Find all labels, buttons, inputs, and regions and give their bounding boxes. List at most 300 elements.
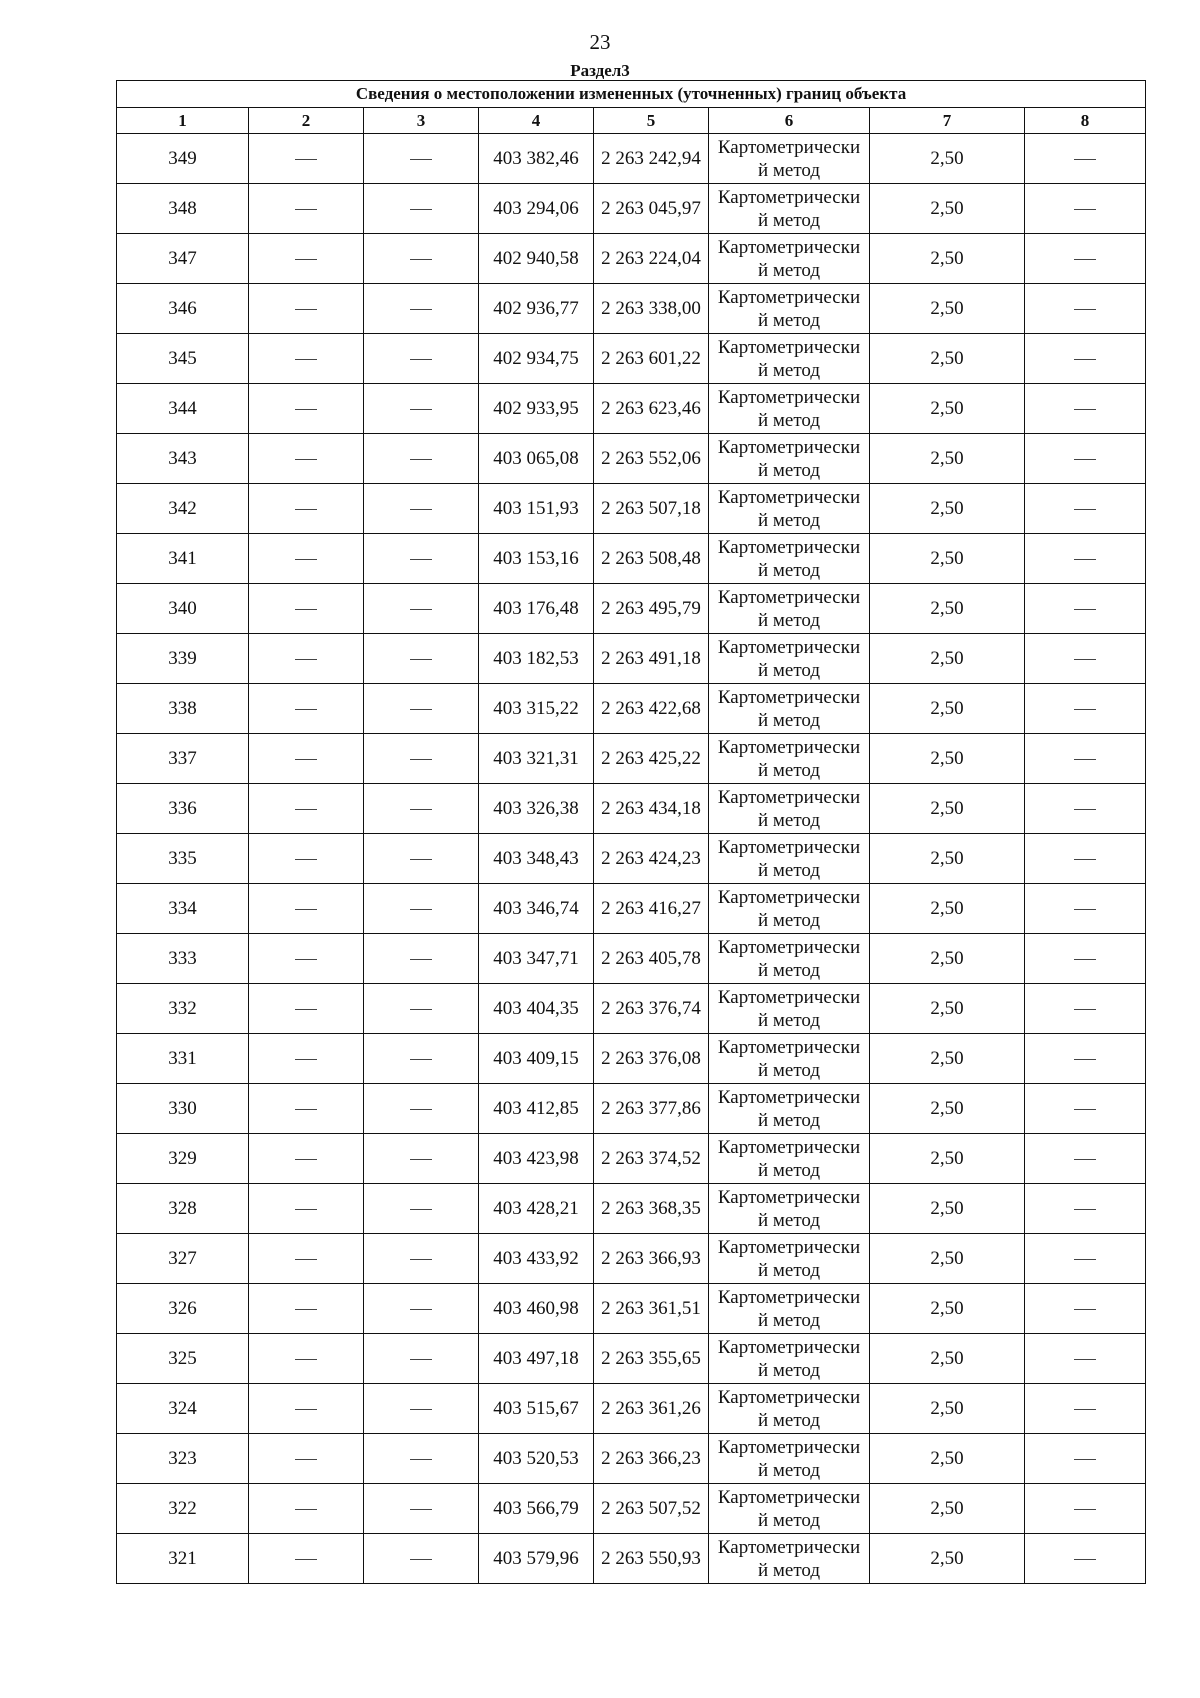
table-row [117, 1484, 1146, 1534]
x-coordinate-cell: 403 346,74 [479, 884, 594, 934]
dash-mark [1074, 759, 1096, 760]
x-coordinate-cell: 403 579,96 [479, 1534, 594, 1584]
column-8-cell [1025, 984, 1146, 1034]
dash-mark [295, 859, 317, 860]
column-2-cell [249, 134, 364, 184]
column-3-cell [364, 1434, 479, 1484]
method-text-line: й метод [757, 509, 821, 531]
method-text-line: Картометрически [717, 186, 861, 208]
dash-mark [1074, 609, 1096, 610]
method-text-line: Картометрически [717, 386, 861, 408]
method-cell [709, 784, 870, 834]
table-row [117, 1284, 1146, 1334]
x-coordinate-cell: 403 321,31 [479, 734, 594, 784]
column-3-cell [364, 384, 479, 434]
dash-mark [410, 709, 432, 710]
y-coordinate-cell: 2 263 366,23 [594, 1434, 709, 1484]
dash-mark [410, 1559, 432, 1560]
column-8-cell [1025, 684, 1146, 734]
method-text-line: й метод [757, 909, 821, 931]
accuracy-cell: 2,50 [870, 834, 1025, 884]
method-text-line: Картометрически [717, 1236, 861, 1258]
x-coordinate-cell: 403 409,15 [479, 1034, 594, 1084]
column-2-cell [249, 284, 364, 334]
accuracy-cell: 2,50 [870, 484, 1025, 534]
table-row [117, 184, 1146, 234]
dash-mark [410, 509, 432, 510]
dash-mark [295, 709, 317, 710]
point-number-cell: 334 [117, 884, 249, 934]
point-number-cell: 336 [117, 784, 249, 834]
dash-mark [1074, 909, 1096, 910]
table-row [117, 934, 1146, 984]
method-cell [709, 1434, 870, 1484]
column-8-cell [1025, 1534, 1146, 1584]
dash-mark [1074, 1559, 1096, 1560]
dash-mark [410, 559, 432, 560]
method-text-line: й метод [757, 959, 821, 981]
x-coordinate-cell: 403 151,93 [479, 484, 594, 534]
y-coordinate-cell: 2 263 377,86 [594, 1084, 709, 1134]
accuracy-cell: 2,50 [870, 1334, 1025, 1384]
section-title: Раздел3 [570, 61, 630, 80]
point-number-cell: 338 [117, 684, 249, 734]
dash-mark [295, 559, 317, 560]
method-cell [709, 1284, 870, 1334]
column-2-cell [249, 484, 364, 534]
method-text-line: Картометрически [717, 1336, 861, 1358]
column-3-cell [364, 834, 479, 884]
column-8-cell [1025, 534, 1146, 584]
column-8-cell [1025, 1284, 1146, 1334]
method-text-line: й метод [757, 1409, 821, 1431]
dash-mark [295, 809, 317, 810]
x-coordinate-cell: 403 520,53 [479, 1434, 594, 1484]
column-3-cell [364, 784, 479, 834]
method-cell [709, 534, 870, 584]
method-text-line: й метод [757, 859, 821, 881]
column-8-cell [1025, 584, 1146, 634]
y-coordinate-cell: 2 263 361,51 [594, 1284, 709, 1334]
method-cell [709, 434, 870, 484]
table-row [117, 1234, 1146, 1284]
x-coordinate-cell: 403 497,18 [479, 1334, 594, 1384]
method-text-line: й метод [757, 409, 821, 431]
point-number-cell: 340 [117, 584, 249, 634]
dash-mark [1074, 1009, 1096, 1010]
point-number-cell: 325 [117, 1334, 249, 1384]
method-text-line: й метод [757, 309, 821, 331]
method-text-line: й метод [757, 609, 821, 631]
method-text-line: Картометрически [717, 1036, 861, 1058]
table-row [117, 734, 1146, 784]
y-coordinate-cell: 2 263 242,94 [594, 134, 709, 184]
method-text-line: й метод [757, 1109, 821, 1131]
method-text-line: Картометрически [717, 836, 861, 858]
method-text-line: Картометрически [717, 136, 861, 158]
x-coordinate-cell: 403 412,85 [479, 1084, 594, 1134]
table-row [117, 834, 1146, 884]
column-3-cell [364, 484, 479, 534]
method-text-line: й метод [757, 209, 821, 231]
accuracy-cell: 2,50 [870, 1284, 1025, 1334]
y-coordinate-cell: 2 263 405,78 [594, 934, 709, 984]
dash-mark [1074, 209, 1096, 210]
dash-mark [410, 1159, 432, 1160]
column-2-cell [249, 984, 364, 1034]
column-3-cell [364, 334, 479, 384]
column-3-cell [364, 634, 479, 684]
point-number-cell: 322 [117, 1484, 249, 1534]
dash-mark [1074, 259, 1096, 260]
accuracy-cell: 2,50 [870, 784, 1025, 834]
table-row [117, 1184, 1146, 1234]
method-text-line: й метод [757, 559, 821, 581]
method-text-line: Картометрически [717, 986, 861, 1008]
dash-mark [295, 209, 317, 210]
method-text-line: Картометрически [717, 336, 861, 358]
column-8-cell [1025, 734, 1146, 784]
point-number-cell: 324 [117, 1384, 249, 1434]
accuracy-cell: 2,50 [870, 134, 1025, 184]
dash-mark [410, 259, 432, 260]
accuracy-cell: 2,50 [870, 1534, 1025, 1584]
table-title: Сведения о местоположении измененных (уточненных) границ объекта [117, 81, 1146, 108]
method-cell [709, 1034, 870, 1084]
method-text-line: й метод [757, 459, 821, 481]
method-cell [709, 384, 870, 434]
method-text-line: й метод [757, 709, 821, 731]
column-2-cell [249, 784, 364, 834]
method-text-line: Картометрически [717, 1536, 861, 1558]
point-number-cell: 346 [117, 284, 249, 334]
point-number-cell: 349 [117, 134, 249, 184]
method-cell [709, 584, 870, 634]
column-8-cell [1025, 1234, 1146, 1284]
column-2-cell [249, 834, 364, 884]
method-cell [709, 1184, 870, 1234]
column-number-row [117, 108, 1146, 134]
method-cell [709, 684, 870, 734]
method-text-line: й метод [757, 659, 821, 681]
accuracy-cell: 2,50 [870, 1184, 1025, 1234]
dash-mark [1074, 659, 1096, 660]
dash-mark [295, 609, 317, 610]
method-cell [709, 1234, 870, 1284]
point-number-cell: 328 [117, 1184, 249, 1234]
method-text-line: й метод [757, 1259, 821, 1281]
x-coordinate-cell: 402 933,95 [479, 384, 594, 434]
dash-mark [295, 159, 317, 160]
dash-mark [295, 759, 317, 760]
accuracy-cell: 2,50 [870, 1134, 1025, 1184]
column-number-2: 2 [249, 108, 364, 134]
column-2-cell [249, 334, 364, 384]
point-number-cell: 323 [117, 1434, 249, 1484]
y-coordinate-cell: 2 263 416,27 [594, 884, 709, 934]
method-cell [709, 1534, 870, 1584]
column-2-cell [249, 184, 364, 234]
method-text-line: й метод [757, 809, 821, 831]
table-row [117, 1034, 1146, 1084]
column-8-cell [1025, 634, 1146, 684]
accuracy-cell: 2,50 [870, 1234, 1025, 1284]
accuracy-cell: 2,50 [870, 434, 1025, 484]
accuracy-cell: 2,50 [870, 1384, 1025, 1434]
method-text-line: й метод [757, 1009, 821, 1031]
column-3-cell [364, 1284, 479, 1334]
dash-mark [295, 1259, 317, 1260]
table-row [117, 584, 1146, 634]
dash-mark [410, 859, 432, 860]
table-row [117, 1434, 1146, 1484]
column-3-cell [364, 1034, 479, 1084]
method-text-line: Картометрически [717, 1386, 861, 1408]
method-text-line: Картометрически [717, 536, 861, 558]
column-3-cell [364, 1384, 479, 1434]
y-coordinate-cell: 2 263 623,46 [594, 384, 709, 434]
column-2-cell [249, 1434, 364, 1484]
dash-mark [1074, 859, 1096, 860]
column-3-cell [364, 434, 479, 484]
column-number-1: 1 [117, 108, 249, 134]
dash-mark [295, 1309, 317, 1310]
x-coordinate-cell: 403 433,92 [479, 1234, 594, 1284]
method-text-line: Картометрически [717, 1436, 861, 1458]
table-row [117, 384, 1146, 434]
point-number-cell: 348 [117, 184, 249, 234]
accuracy-cell: 2,50 [870, 234, 1025, 284]
method-text-line: Картометрически [717, 436, 861, 458]
table-row [117, 684, 1146, 734]
point-number-cell: 329 [117, 1134, 249, 1184]
dash-mark [1074, 1359, 1096, 1360]
dash-mark [410, 959, 432, 960]
dash-mark [1074, 559, 1096, 560]
column-2-cell [249, 884, 364, 934]
accuracy-cell: 2,50 [870, 734, 1025, 784]
y-coordinate-cell: 2 263 425,22 [594, 734, 709, 784]
column-2-cell [249, 1334, 364, 1384]
y-coordinate-cell: 2 263 552,06 [594, 434, 709, 484]
dash-mark [410, 609, 432, 610]
dash-mark [1074, 1409, 1096, 1410]
method-text-line: Картометрически [717, 1486, 861, 1508]
x-coordinate-cell: 403 182,53 [479, 634, 594, 684]
method-cell [709, 234, 870, 284]
column-2-cell [249, 934, 364, 984]
column-2-cell [249, 684, 364, 734]
x-coordinate-cell: 402 934,75 [479, 334, 594, 384]
dash-mark [410, 1409, 432, 1410]
column-number-7: 7 [870, 108, 1025, 134]
method-cell [709, 1484, 870, 1534]
column-number-6: 6 [709, 108, 870, 134]
dash-mark [295, 309, 317, 310]
y-coordinate-cell: 2 263 376,74 [594, 984, 709, 1034]
column-3-cell [364, 1084, 479, 1134]
accuracy-cell: 2,50 [870, 934, 1025, 984]
x-coordinate-cell: 403 153,16 [479, 534, 594, 584]
method-text-line: Картометрически [717, 1086, 861, 1108]
accuracy-cell: 2,50 [870, 884, 1025, 934]
y-coordinate-cell: 2 263 374,52 [594, 1134, 709, 1184]
column-8-cell [1025, 434, 1146, 484]
column-2-cell [249, 1284, 364, 1334]
x-coordinate-cell: 402 936,77 [479, 284, 594, 334]
dash-mark [295, 909, 317, 910]
point-number-cell: 341 [117, 534, 249, 584]
method-text-line: Картометрически [717, 236, 861, 258]
dash-mark [295, 1009, 317, 1010]
accuracy-cell: 2,50 [870, 334, 1025, 384]
column-8-cell [1025, 934, 1146, 984]
dash-mark [410, 409, 432, 410]
table-row [117, 484, 1146, 534]
dash-mark [295, 1209, 317, 1210]
dash-mark [295, 1359, 317, 1360]
column-3-cell [364, 734, 479, 784]
accuracy-cell: 2,50 [870, 284, 1025, 334]
point-number-cell: 331 [117, 1034, 249, 1084]
dash-mark [410, 1359, 432, 1360]
column-8-cell [1025, 884, 1146, 934]
table-body [117, 134, 1146, 1584]
point-number-cell: 337 [117, 734, 249, 784]
method-cell [709, 1084, 870, 1134]
table-row [117, 1134, 1146, 1184]
y-coordinate-cell: 2 263 368,35 [594, 1184, 709, 1234]
dash-mark [1074, 159, 1096, 160]
dash-mark [410, 1309, 432, 1310]
column-8-cell [1025, 184, 1146, 234]
column-8-cell [1025, 1084, 1146, 1134]
dash-mark [410, 909, 432, 910]
dash-mark [1074, 1259, 1096, 1260]
column-2-cell [249, 1184, 364, 1234]
x-coordinate-cell: 403 176,48 [479, 584, 594, 634]
x-coordinate-cell: 403 423,98 [479, 1134, 594, 1184]
table-row [117, 534, 1146, 584]
method-text-line: Картометрически [717, 586, 861, 608]
dash-mark [1074, 709, 1096, 710]
dash-mark [1074, 1309, 1096, 1310]
dash-mark [410, 1009, 432, 1010]
column-8-cell [1025, 334, 1146, 384]
dash-mark [410, 1509, 432, 1510]
y-coordinate-cell: 2 263 361,26 [594, 1384, 709, 1434]
table-row [117, 134, 1146, 184]
y-coordinate-cell: 2 263 224,04 [594, 234, 709, 284]
column-3-cell [364, 1234, 479, 1284]
column-3-cell [364, 934, 479, 984]
x-coordinate-cell: 403 515,67 [479, 1384, 594, 1434]
x-coordinate-cell: 403 404,35 [479, 984, 594, 1034]
dash-mark [410, 309, 432, 310]
method-text-line: й метод [757, 1309, 821, 1331]
method-text-line: Картометрически [717, 286, 861, 308]
dash-mark [295, 459, 317, 460]
point-number-cell: 327 [117, 1234, 249, 1284]
method-text-line: й метод [757, 1559, 821, 1581]
column-2-cell [249, 1534, 364, 1584]
point-number-cell: 333 [117, 934, 249, 984]
method-text-line: Картометрически [717, 1136, 861, 1158]
x-coordinate-cell: 402 940,58 [479, 234, 594, 284]
table-title-row [117, 81, 1146, 108]
x-coordinate-cell: 403 294,06 [479, 184, 594, 234]
x-coordinate-cell: 403 348,43 [479, 834, 594, 884]
column-3-cell [364, 1134, 479, 1184]
column-3-cell [364, 584, 479, 634]
table-row [117, 634, 1146, 684]
dash-mark [1074, 359, 1096, 360]
dash-mark [410, 359, 432, 360]
dash-mark [295, 1059, 317, 1060]
y-coordinate-cell: 2 263 422,68 [594, 684, 709, 734]
dash-mark [295, 359, 317, 360]
accuracy-cell: 2,50 [870, 584, 1025, 634]
dash-mark [410, 1459, 432, 1460]
method-text-line: Картометрически [717, 486, 861, 508]
method-cell [709, 334, 870, 384]
dash-mark [1074, 459, 1096, 460]
method-cell [709, 1334, 870, 1384]
table-row [117, 784, 1146, 834]
table-row [117, 234, 1146, 284]
method-cell [709, 834, 870, 884]
table-row [117, 1384, 1146, 1434]
column-2-cell [249, 584, 364, 634]
method-text-line: й метод [757, 259, 821, 281]
table-row [117, 1534, 1146, 1584]
column-8-cell [1025, 284, 1146, 334]
point-number-cell: 332 [117, 984, 249, 1034]
column-3-cell [364, 134, 479, 184]
method-text-line: Картометрически [717, 886, 861, 908]
accuracy-cell: 2,50 [870, 984, 1025, 1034]
accuracy-cell: 2,50 [870, 534, 1025, 584]
x-coordinate-cell: 403 382,46 [479, 134, 594, 184]
method-cell [709, 934, 870, 984]
accuracy-cell: 2,50 [870, 384, 1025, 434]
column-number-5: 5 [594, 108, 709, 134]
y-coordinate-cell: 2 263 355,65 [594, 1334, 709, 1384]
y-coordinate-cell: 2 263 338,00 [594, 284, 709, 334]
method-text-line: й метод [757, 1459, 821, 1481]
y-coordinate-cell: 2 263 491,18 [594, 634, 709, 684]
dash-mark [410, 209, 432, 210]
dash-mark [410, 159, 432, 160]
point-number-cell: 343 [117, 434, 249, 484]
dash-mark [1074, 409, 1096, 410]
point-number-cell: 339 [117, 634, 249, 684]
x-coordinate-cell: 403 460,98 [479, 1284, 594, 1334]
x-coordinate-cell: 403 326,38 [479, 784, 594, 834]
column-3-cell [364, 1334, 479, 1384]
dash-mark [410, 1059, 432, 1060]
method-cell [709, 1384, 870, 1434]
column-2-cell [249, 234, 364, 284]
method-cell [709, 284, 870, 334]
dash-mark [295, 1109, 317, 1110]
dash-mark [295, 959, 317, 960]
column-8-cell [1025, 784, 1146, 834]
point-number-cell: 330 [117, 1084, 249, 1134]
column-2-cell [249, 1384, 364, 1434]
y-coordinate-cell: 2 263 507,18 [594, 484, 709, 534]
table-row [117, 434, 1146, 484]
